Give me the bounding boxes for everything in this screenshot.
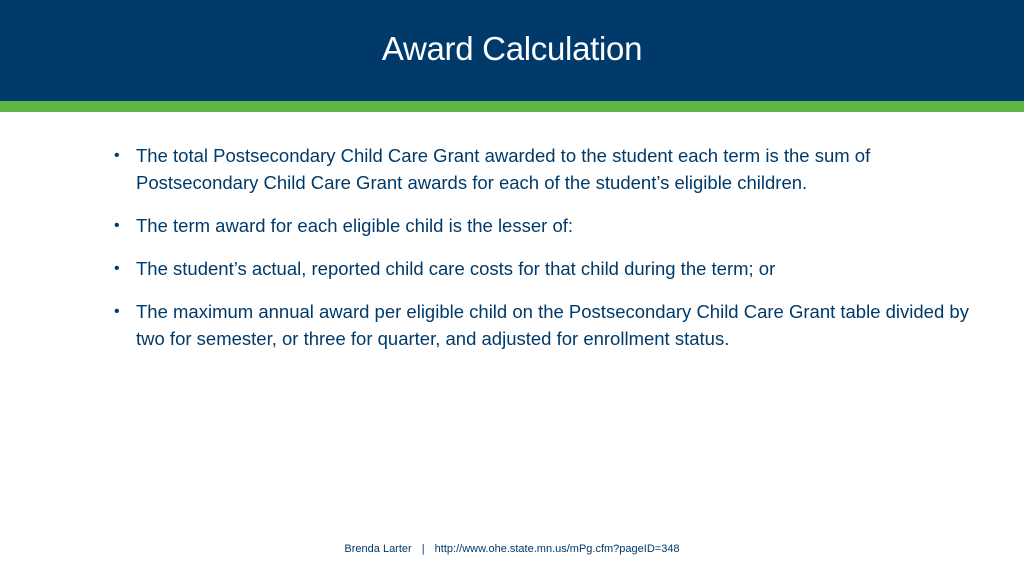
- title-banner: [0, 0, 1024, 101]
- slide-title: Award Calculation: [381, 30, 643, 67]
- bullet-item: [114, 142, 974, 196]
- bullet-point-icon: •: [114, 303, 120, 320]
- footer-url[interactable]: http://www.ohe.state.mn.us/mPg.cfm?pageID=348: [434, 543, 680, 555]
- bullet-text: The total Postsecondary Child Care Grant awarded to the student each term is the sum of Postsecondary Child Care Grant awards for each of the student’s eligible children.: [136, 145, 871, 193]
- bullet-point-icon: •: [114, 260, 120, 277]
- footer-separator: |: [421, 543, 425, 555]
- footer-author: Brenda Larter: [344, 543, 412, 555]
- bullet-text: The student’s actual, reported child care costs for that child during the term; or: [136, 258, 776, 279]
- bullet-point-icon: •: [114, 217, 120, 234]
- bullet-text: The maximum annual award per eligible child on the Postsecondary Child Care Grant table divided by two for semester, or three for quarter, and adjusted for enrollment status.: [136, 301, 969, 349]
- bullet-list: [114, 142, 974, 368]
- bullet-text: The term award for each eligible child is the lesser of:: [136, 215, 574, 236]
- bullet-item: [114, 255, 974, 282]
- bullet-item: [114, 298, 974, 352]
- slide-footer: [0, 541, 1024, 557]
- green-accent-bar: [0, 101, 1024, 112]
- bullet-point-icon: •: [114, 147, 120, 164]
- bullet-item: [114, 212, 974, 239]
